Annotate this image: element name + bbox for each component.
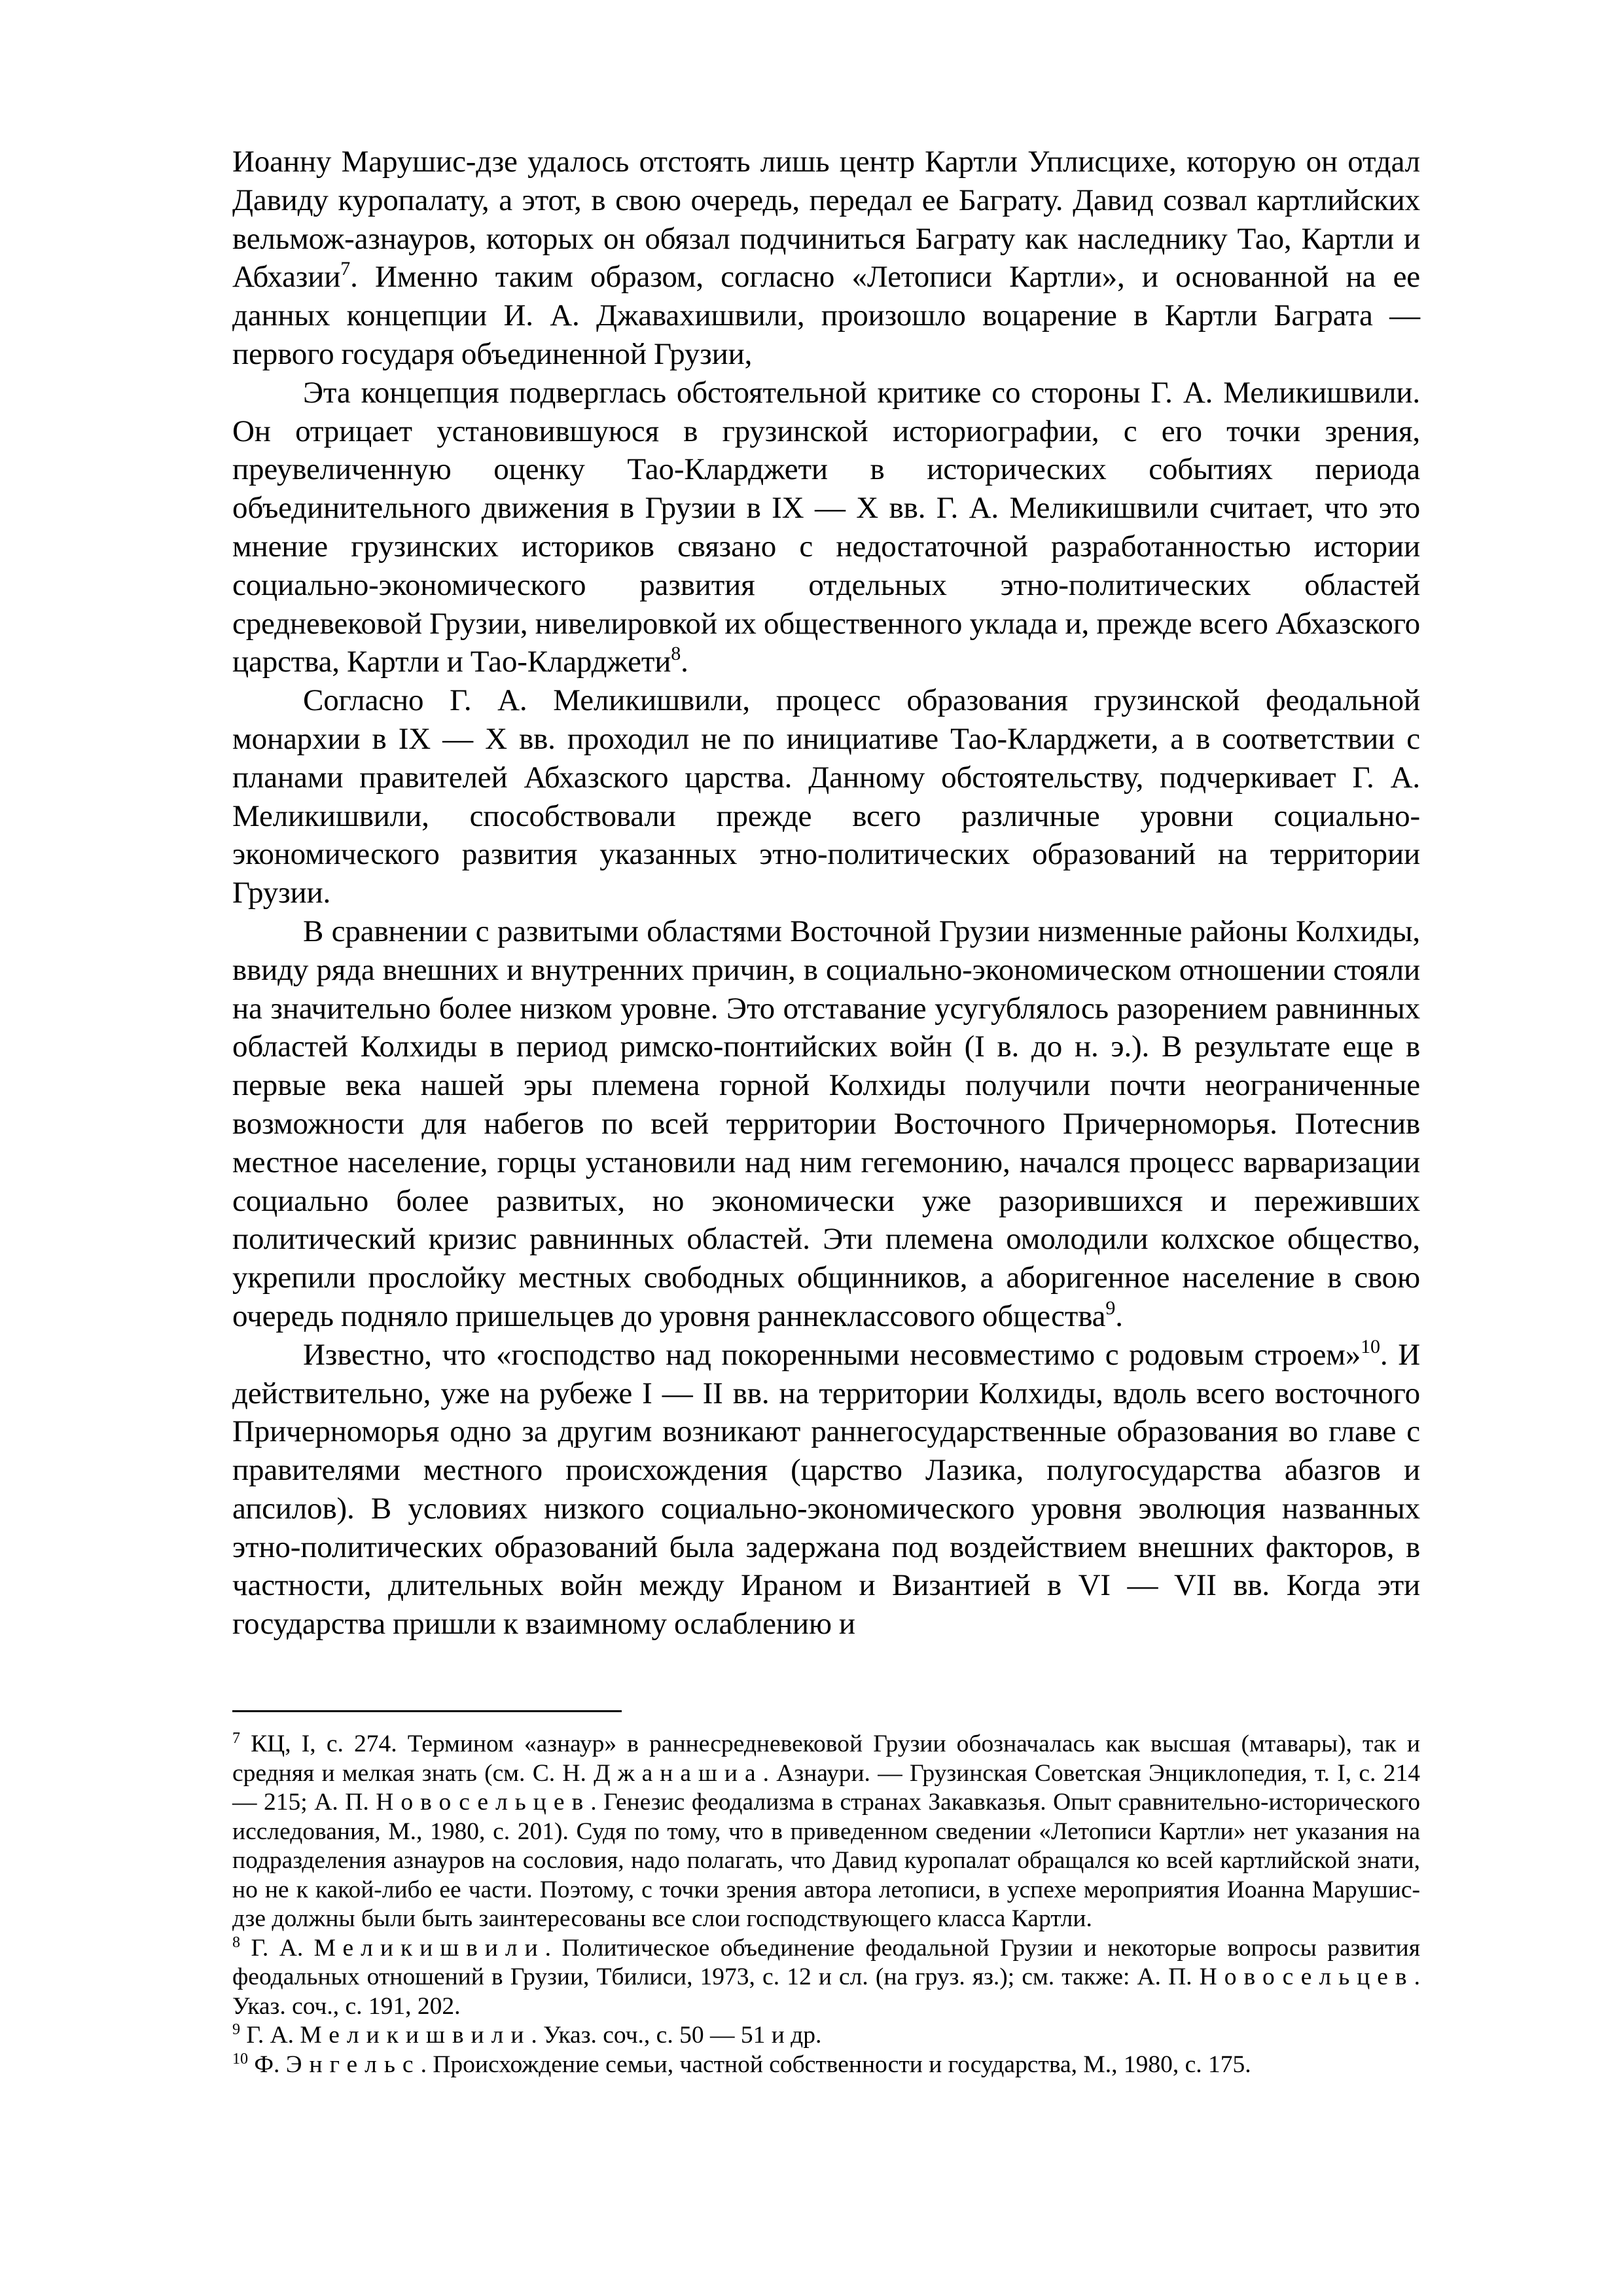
footnotes bbox=[232, 1730, 1420, 2079]
footnote-9-text: Г. А. bbox=[240, 2022, 300, 2049]
footnote-8-author-2: Новосельцев bbox=[1199, 1964, 1414, 1991]
footnote-7-author-2: Новосельцев bbox=[376, 1789, 591, 1816]
footnote-10-text: Ф. bbox=[248, 2051, 286, 2078]
paragraph-3: Согласно Г. А. Меликишвили, процесс образования грузинской феодальной монархии в IX — X вв. проходил не по инициативе Тао-Кларджети, а в соответствии с планами правителей Абхазского царства. Данному обстоятельству, подчеркивает Г. А. Меликишвили, способствовали прежде всего различные уровни социально-экономического развития указанных этно-политических образований на территории Грузии. bbox=[232, 683, 1420, 910]
footnote-7-text-3: . Генезис феодализма в странах Закавказья. Опыт сравнительно-исторического исследования, М., 1980, с. 201). Судя по тому, что в приведенном сведении «Летописи Картли» нет указания на подразделения азнауров на сословия, надо полагать, что Давид куропалат обращался ко всей картлийской знати, но не к какой-либо ее части. Поэтому, с точки зрения автора летописи, в успехе мероприятия Иоанна Марушис-дзе должны были быть заинтересованы все слои господствующего класса Картли. bbox=[232, 1789, 1420, 1933]
footnote-10-text-2: . Происхождение семьи, частной собственности и государства, М., 1980, с. 175. bbox=[420, 2051, 1251, 2078]
paragraph-5 bbox=[232, 1336, 1420, 1643]
footnote-7-author-1: Джанашиа bbox=[594, 1759, 763, 1787]
paragraph-1-text-cont: . Именно таким образом, согласно «Летописи Картли», и основанной на ее данных концепции И. А. Джавахишвили, произошло воцарение в Картли Баграта — первого государя объединенной Грузии, bbox=[232, 260, 1420, 371]
footnote-7-text-2: . Азнаури. — Грузинская Советская Энциклопедия, т. I, с. 214 — 215; А. П. bbox=[232, 1759, 1420, 1816]
footnote-7-text: КЦ, I, с. 274. Термином «азнаур» в раннесредневековой Грузии обозначалась как высшая (мтавары), так и средняя и мелкая знать (см. С. Н. bbox=[232, 1731, 1420, 1787]
footnote-10 bbox=[232, 2051, 1420, 2080]
footnote-9 bbox=[232, 2021, 1420, 2051]
document-page bbox=[232, 143, 1420, 2079]
paragraph-1-text: Иоанну Марушис-дзе удалось отстоять лишь центр Картли Уплисцихе, которую он отдал Давиду куропалату, а этот, в свою очередь, передал ее Баграту. Давид созвал картлийских вельмож-азнауров, которых он обязал подчиниться Баграту как наследнику Тао, Картли и Абхазии bbox=[232, 145, 1420, 295]
paragraph-4-text-cont: . bbox=[1115, 1299, 1123, 1333]
footnote-8-text: Г. А. bbox=[240, 1934, 314, 1962]
footnote-8-number: 8 bbox=[232, 1933, 240, 1951]
footnote-ref-10: 10 bbox=[1361, 1335, 1380, 1357]
paragraph-2-text: Эта концепция подверглась обстоятельной критике со стороны Г. А. Меликишвили. Он отрицает установившуюся в грузинской историографии, с его точки зрения, преувеличенную оценку Тао-Кларджети в исторических событиях периода объединительного движения в Грузии в IX — X вв. Г. А. Меликишвили считает, что это мнение грузинских историков связано с недостаточной разработанностью истории социально-экономического развития отдельных этно-политических областей средневековой Грузии, нивелировкой их общественного уклада и, прежде всего Абхазского царства, Картли и Тао-Кларджети bbox=[232, 375, 1420, 679]
footnote-8 bbox=[232, 1934, 1420, 2022]
footnote-8-author-1: Меликишвили bbox=[313, 1934, 545, 1962]
footnote-ref-9: 9 bbox=[1105, 1297, 1116, 1319]
footnote-9-text-2: . Указ. соч., с. 50 — 51 и др. bbox=[531, 2022, 822, 2049]
footnote-separator bbox=[232, 1710, 622, 1712]
paragraph-5-text: Известно, что «господство над покоренными несовместимо с родовым строем» bbox=[303, 1337, 1361, 1372]
main-text bbox=[232, 143, 1420, 1643]
paragraph-4-text: В сравнении с развитыми областями Восточной Грузии низменные районы Колхиды, ввиду ряда внешних и внутренних причин, в социально-экономическом отношении стояли на значительно более низком уровне. Это отставание усугублялось разорением равнинных областей Колхиды в период римско-понтийских войн (I в. до н. э.). В результате еще в первые века нашей эры племена горной Колхиды получили почти неограниченные возможности для набегов по всей территории Восточного Причерноморья. Потеснив местное население, горцы установили над ним гегемонию, начался процесс варваризации социально более развитых, но экономически уже разорившихся и переживших политический кризис равнинных областей. Эти племена омолодили колхское общество, укрепили прослойку местных свободных общинников, а аборигенное население в свою очередь подняло пришельцев до уровня раннеклассового общества bbox=[232, 914, 1420, 1333]
paragraph-2 bbox=[232, 374, 1420, 681]
paragraph-1 bbox=[232, 143, 1420, 374]
footnote-8-text-3: . Указ. соч., с. 191, 202. bbox=[232, 1964, 1420, 2020]
paragraph-2-text-cont: . bbox=[681, 645, 688, 679]
paragraph-4 bbox=[232, 912, 1420, 1336]
paragraph-5-text-cont: . И действительно, уже на рубеже I — II вв. на территории Колхиды, вдоль всего восточного Причерноморья одно за другим возникают раннегосударственные образования во главе с правителями местного происхождения (царство Лазика, полугосударства абазгов и апсилов). В условиях низкого социально-экономического уровня эволюция названных этно-политических образований была задержана под воздействием внешних факторов, в частности, длительных войн между Ираном и Византией в VI — VII вв. Когда эти государства пришли к взаимному ослаблению и bbox=[232, 1337, 1420, 1641]
footnote-10-number: 10 bbox=[232, 2050, 248, 2068]
footnote-9-author: Меликишвили bbox=[300, 2022, 531, 2049]
footnote-7-number: 7 bbox=[232, 1730, 240, 1748]
footnote-ref-7: 7 bbox=[340, 258, 351, 280]
footnote-9-number: 9 bbox=[232, 2021, 240, 2039]
footnote-8-text-2: . Политическое объединение феодальной Грузии и некоторые вопросы развития феодальных отношений в Грузии, Тбилиси, 1973, с. 12 и сл. (на груз. яз.); см. также: А. П. bbox=[232, 1934, 1420, 1991]
footnote-10-author: Энгельс bbox=[285, 2051, 421, 2078]
footnote-7 bbox=[232, 1730, 1420, 1934]
footnote-ref-8: 8 bbox=[671, 643, 681, 665]
